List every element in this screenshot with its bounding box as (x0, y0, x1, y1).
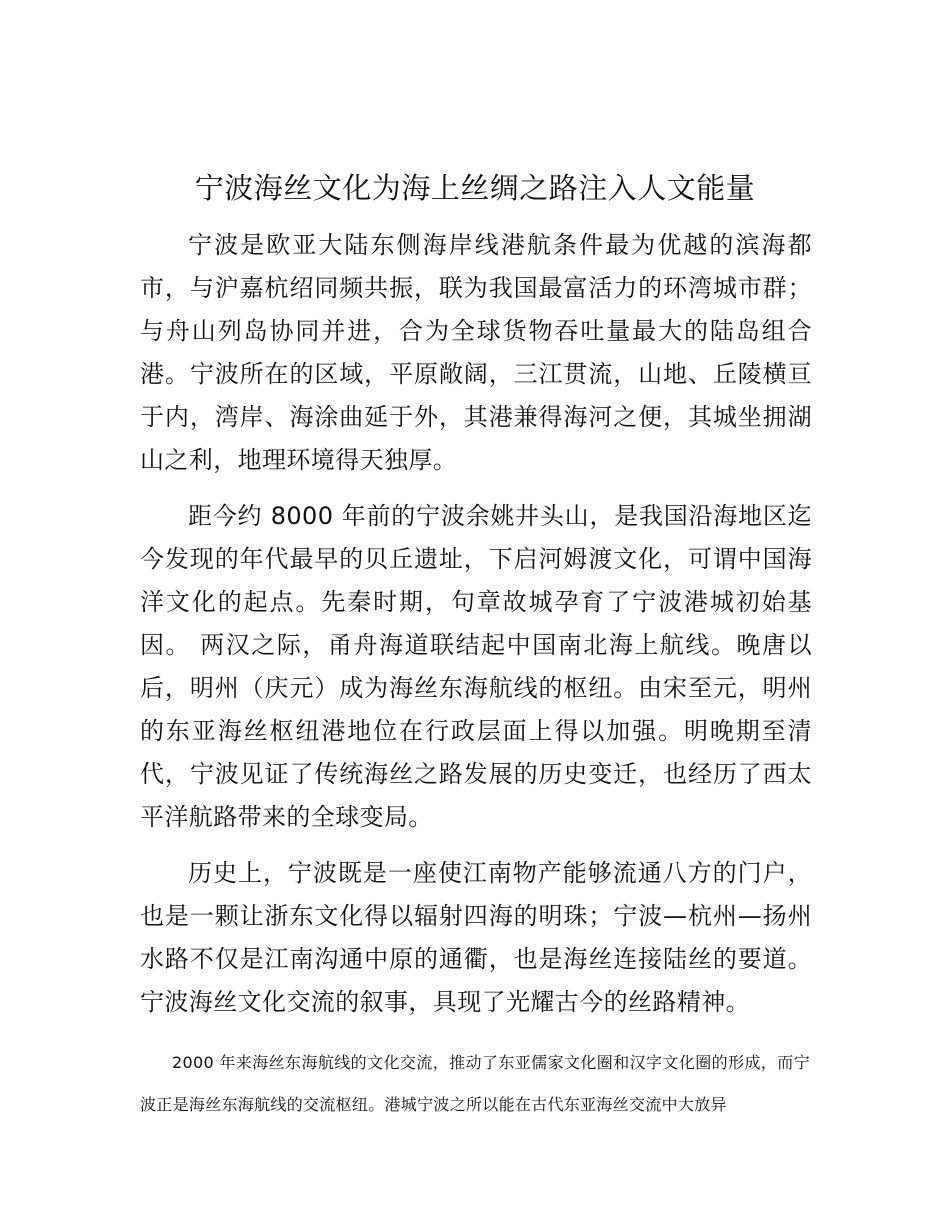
paragraph-3: 历史上，宁波既是一座使江南物产能够流通八方的门户，也是一颗让浙东文化得以辐射四海的明珠；宁波—杭州—扬州水路不仅是江南沟通中原的通衢，也是海丝连接陆丝的要道。宁波海丝文化交流的叙事，具现了光耀古今的丝路精神。 (140, 859, 812, 1016)
document-title: 宁波海丝文化为海上丝绸之路注入人文能量 (194, 171, 756, 205)
document-body (140, 224, 812, 1037)
paragraph-4-small: 2000 年来海丝东海航线的文化交流，推动了东亚儒家文化圈和汉字文化圈的形成，而宁波正是海丝东海航线的交流枢纽。港城宁波之所以能在古代东亚海丝交流中大放异 (140, 1053, 810, 1114)
paragraph-2: 距今约 8000 年前的宁波余姚井头山，是我国沿海地区迄今发现的年代最早的贝丘遗址，下启河姆渡文化，可谓中国海洋文化的起点。先秦时期，句章故城孕育了宁波港城初始基因。 两汉之际，甬舟海道联结起中国南北海上航线。晚唐以后，明州（庆元）成为海丝东海航线的枢纽。由宋至元，明州的东亚海丝枢纽港地位在行政层面上得以加强。明晚期至清代，宁波见证了传统海丝之路发展的历史变迁，也经历了西太平洋航路带来的全球变局。 (140, 502, 812, 831)
paragraph-1: 宁波是欧亚大陆东侧海岸线港航条件最为优越的滨海都市，与沪嘉杭绍同频共振，联为我国最富活力的环湾城市群；与舟山列岛协同并进，合为全球货物吞吐量最大的陆岛组合港。宁波所在的区域，平原敞阔，三江贯流，山地、丘陵横亘于内，湾岸、海涂曲延于外，其港兼得海河之便，其城坐拥湖山之利，地理环境得天独厚。 (140, 231, 812, 474)
